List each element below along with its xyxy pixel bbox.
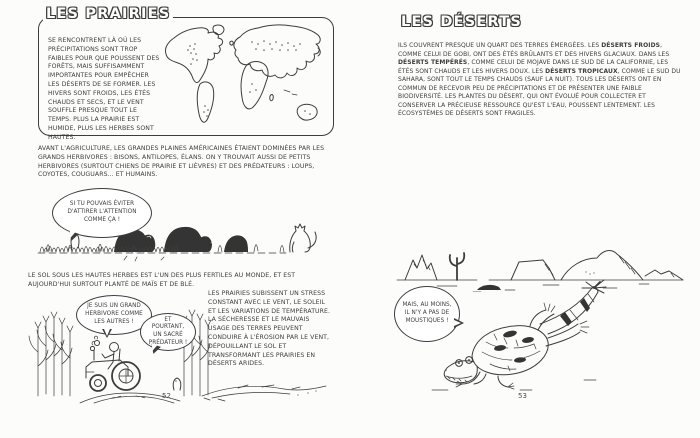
speech-bubble-crocodile [394,286,460,342]
prairies-intro-text: SE RENCONTRENT LÀ OÙ LES PRÉCIPITATIONS SONT TROP FAIBLES POUR QUE POUSSENT DES FORÊTS, MAIS SUFFISAMMENT IMPORTANTES POUR EMPÊCHER LES DÉSERTS DE SE FORMER. LES HIVERS SONT FROIDS, LES ÉTÉS CHAUDS ET SECS, ET LE VENT SOUFFLE PRESQUE TOUT LE TEMPS. PLUS LA PRAIRIE EST HUMIDE, PLUS LES HERBES SONT HAUTES. [48,37,160,141]
deserts-paragraph-seg: , COMME CELUI DE GOBI, ONT DES ÉTÉS BRÛLANTS ET DES HIVERS GLACIAUX. DANS LES [398,42,670,58]
prairie-stipple-dots [187,40,311,117]
deserts-bold-tropicaux: DÉSERTS TROPICAUX [545,67,618,75]
speech-bubble-bison [52,188,152,238]
deserts-paragraph [398,42,682,119]
dust-erosion-doodle [198,376,338,402]
deserts-paragraph-seg: , COMME CELUI DE MOJAVE DANS LE SUD DE LA CALIFORNIE, LES ÉTÉS SONT CHAUDS ET LES HIVERS DOUX. LES [398,59,669,75]
thought-bubble-tractor-text: JE SUIS UN GRAND HERBIVORE COMME LES AUTRES ! [85,303,143,325]
bison-scene-illustration [28,186,324,271]
prairies-intro-box [38,6,334,141]
speech-bubble-crocodile-text: MAIS, AU MOINS, IL N'Y A PAS DE MOUSTIQUES ! [402,302,452,324]
page-right-deserts [350,0,700,438]
deserts-paragraph-seg: , COMME LE SUD DU SAHARA, SONT TOUT LE TEMPS CHAUDS (SAUF LA NUIT). TOUS LES DÉSERTS ONT EN COMMUN DE RECEVOIR PEU DE PRÉCIPITATIONS ET DE PRÉSENTER UNE FAIBLE BIODIVERSITÉ. LES PLANTES DU DÉSERT, QUI ONT ÉVOLUÉ POUR COLLECTER ET CONSERVER LA PRÉCIEUSE RESSOURCE QU'EST L'EAU, POUSSENT LENTEMENT. LES ÉCOSYSTÈMES DE DÉSERTS SONT FRAGILES. [398,67,681,118]
prairies-title: LES PRAIRIES [43,6,173,22]
world-map-illustration [157,20,327,130]
tractor-scene-illustration [28,292,213,404]
crocodile-scene-illustration [402,276,630,396]
paragraph-prairie-stress: LES PRAIRIES SUBISSENT UN STRESS CONSTANT AVEC LE VENT, LE SOLEIL ET LES VARIATIONS DE TEMPÉRATURE. LA SÉCHERESSE ET LE MAUVAIS USAGE DES TERRES PEUVENT CONDUIRE À L'ÉROSION PAR LE VENT, DÉPOUILLANT LE SOL ET TRANSFORMANT LES PRAIRIES EN DÉSERTS ARIDES. [208,290,331,368]
deserts-bold-froids: DÉSERTS FROIDS [601,42,661,49]
paragraph-soil: LE SOL SOUS LES HAUTES HERBES EST L'UN DES PLUS FERTILES AU MONDE, ET EST AUJOURD'HUI SURTOUT PLANTÉ DE MAÏS ET DE BLÉ. [28,272,296,288]
speech-bubble-prairie-dog [140,313,196,351]
speech-bubble-bison-text: SI TU POUVAIS ÉVITER D'ATTIRER L'ATTENTION COMME ÇA ! [67,201,137,223]
deserts-paragraph-seg: ILS COUVRENT PRESQUE UN QUART DES TERRES ÉMERGÉES. LES [398,42,602,49]
speech-bubble-prairie-dog-text: ET POURTANT, UN SACRÉ PRÉDATEUR ! [148,316,188,346]
page-number-right: 53 [518,392,527,400]
deserts-title: LES DÉSERTS [401,14,522,30]
page-number-left: 52 [162,392,171,400]
paragraph-great-plains: AVANT L'AGRICULTURE, LES GRANDES PLAINES AMÉRICAINES ÉTAIENT DOMINÉES PAR LES GRANDS HERBIVORES : BISONS, ANTILOPES, ÉLANS. ON Y TROUVAIT AUSSI DE PETITS HERBIVORES (SURTOUT CHIENS DE PRAIRIE ET LIÈVRES) ET DES PRÉDATEURS : LOUPS, COYOTES, COUGUARS... ET HUMAINS. [38,145,325,179]
deserts-bold-temperes: DÉSERTS TEMPÉRÉS [398,59,468,67]
